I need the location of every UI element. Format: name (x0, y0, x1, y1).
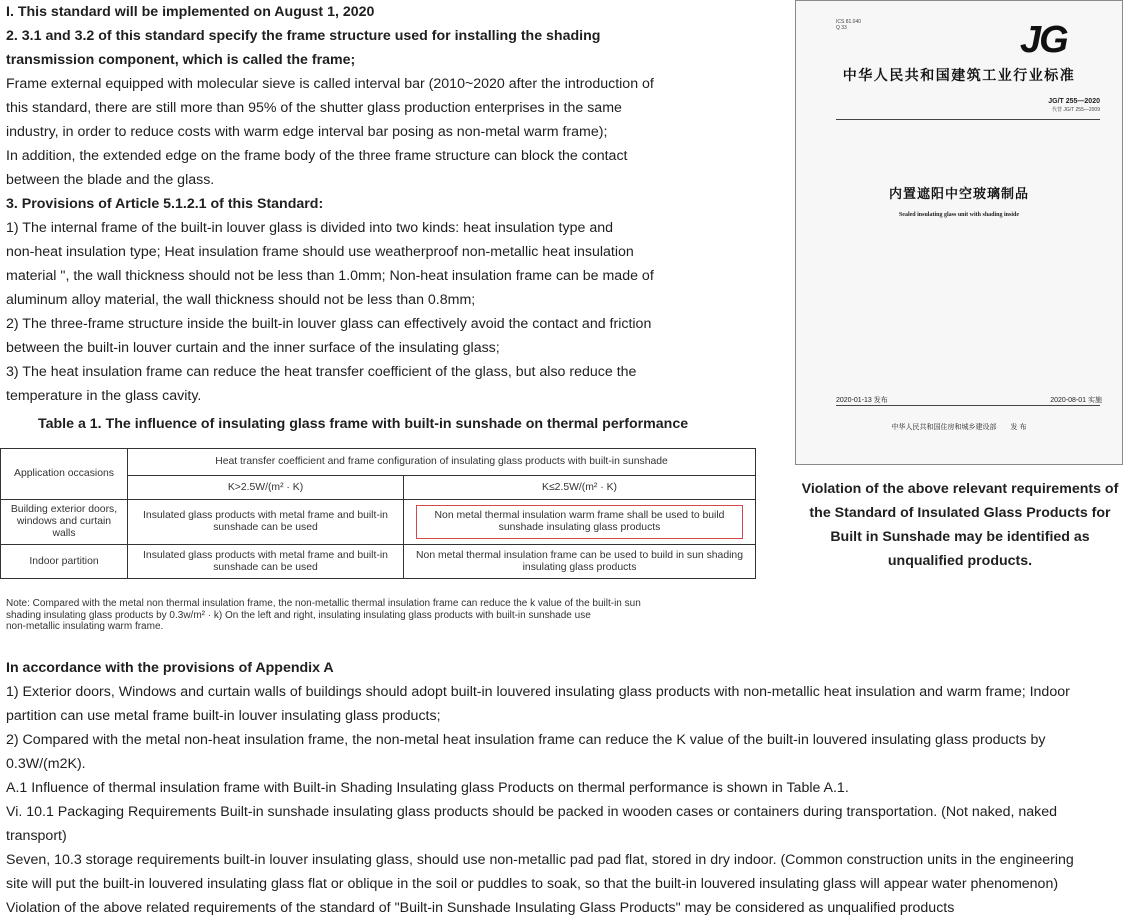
k-high-cell: Insulated glass products with metal frame and built-in sunshade can be used (128, 545, 404, 579)
highlighted-requirement: Non metal thermal insulation warm frame shall be used to build sunshade insulating glass products (416, 505, 743, 539)
warning-caption: Violation of the above relevant requirements of the Standard of Insulated Glass Products for Built in Sunshade may be identified as unqualified products. (801, 481, 1119, 569)
table-row (1, 500, 756, 545)
cover-release-date: 2020-01-13 发布 (836, 397, 888, 404)
text-line: Frame external equipped with molecular sieve is called interval bar (2010~2020 after the introduction of (6, 76, 654, 92)
note-line: shading insulating glass products by 0.3w/m² · k) On the left and right, insulating insulating glass products with built-in sunshade use (6, 609, 591, 621)
appendix-text (6, 656, 1125, 920)
note-line: non-metallic insulating warm frame. (6, 621, 164, 632)
text-line: Seven, 10.3 storage requirements built-in louver insulating glass, should use non-metallic pad pad flat, stored in dry indoor. (Common construction units in the engineering (6, 852, 1074, 868)
cover-issuer: 中华人民共和国住房和城乡建设部 发 布 (891, 424, 1027, 431)
header-k-low: K≤2.5W/(m² · K) (404, 476, 756, 500)
text-line: In accordance with the provisions of Appendix A (6, 660, 334, 676)
text-line: 0.3W/(m2K). (6, 756, 86, 772)
text-line: material ", the wall thickness should not be less than 1.0mm; Non-heat insulation frame can be made of (6, 268, 654, 284)
text-line: partition can use metal frame built-in louver insulating glass products; (6, 708, 441, 724)
text-line: In addition, the extended edge on the frame body of the three frame structure can block the contact (6, 148, 628, 164)
text-line: aluminum alloy material, the wall thickness should not be less than 0.8mm; (6, 292, 476, 308)
header-application-occasions: Application occasions (1, 449, 128, 500)
jg-logo: JG (1020, 19, 1067, 61)
cover-rule (836, 119, 1100, 120)
k-high-cell: Insulated glass products with metal frame and built-in sunshade can be used (128, 500, 404, 545)
occasion-cell: Indoor partition (1, 545, 128, 579)
table-row (1, 545, 756, 579)
standard-cover-image (795, 0, 1123, 465)
table-note (6, 598, 706, 633)
cover-standard-number: JG/T 255—2020 (1048, 98, 1100, 105)
text-line: A.1 Influence of thermal insulation frame with Built-in Shading Insulating glass Products on thermal performance is shown in Table A.1. (6, 780, 849, 796)
text-line: 1) Exterior doors, Windows and curtain walls of buildings should adopt built-in louvered insulating glass products with non-metallic heat insulation and warm frame; Indoor (6, 684, 1070, 700)
text-line: industry, in order to reduce costs with warm edge interval bar posing as non-metal warm frame); (6, 124, 608, 140)
text-line: between the built-in louver curtain and the inner surface of the insulating glass; (6, 340, 500, 356)
text-line: non-heat insulation type; Heat insulation frame should use weatherproof non-metallic heat insulation (6, 244, 634, 260)
text-line: Vi. 10.1 Packaging Requirements Built-in sunshade insulating glass products should be packed in wooden cases or containers during transportation. (Not naked, naked (6, 804, 1058, 820)
occasion-cell: Building exterior doors, windows and curtain walls (1, 500, 128, 545)
text-line: site will put the built-in louvered insulating glass flat or oblique in the soil or puddles to soak, so that the built-in louvered insulating glass will appear water phenomenon) (6, 876, 1059, 892)
text-line: 2. 3.1 and 3.2 of this standard specify the frame structure used for installing the shading (6, 28, 601, 44)
cover-en-title: Sealed insulating glass unit with shading inside (898, 212, 1020, 218)
text-line: temperature in the glass cavity. (6, 388, 202, 404)
header-heat-transfer: Heat transfer coefficient and frame configuration of insulating glass products with built-in sunshade (128, 449, 756, 476)
table-title: Table a 1. The influence of insulating glass frame with built-in sunshade on thermal performance (38, 416, 689, 432)
cover-implement-date: 2020-08-01 实施 (1050, 397, 1102, 404)
text-line: 3) The heat insulation frame can reduce the heat transfer coefficient of the glass, but also reduce the (6, 364, 637, 380)
cover-standard-replace: 代替 JG/T 255—2009 (1052, 107, 1100, 113)
text-line: 1) The internal frame of the built-in louver glass is divided into two kinds: heat insulation type and (6, 220, 613, 236)
text-line: 3. Provisions of Article 5.1.2.1 of this Standard: (6, 196, 324, 212)
text-line: between the blade and the glass. (6, 172, 215, 188)
k-low-cell (404, 500, 756, 545)
text-line: this standard, there are still more than 95% of the shutter glass production enterprises in the same (6, 100, 622, 116)
text-line: transport) (6, 828, 67, 844)
k-low-cell: Non metal thermal insulation frame can be used to build in sun shading insulating glass products (404, 545, 756, 579)
cover-rule (836, 405, 1100, 406)
cover-q: Q 33 (836, 25, 847, 31)
text-line: 2) Compared with the metal non-heat insulation frame, the non-metal heat insulation frame can reduce the K value of the built-in louvered insulating glass products by (6, 732, 1046, 748)
header-k-high: K>2.5W/(m² · K) (128, 476, 404, 500)
thermal-performance-table (0, 448, 756, 579)
cover-ics: ICS 81.040 (836, 19, 862, 25)
cover-cn-title: 内置遮阳中空玻璃制品 (888, 186, 1029, 201)
intro-text (6, 0, 696, 408)
text-line: Violation of the above related requirements of the standard of "Built-in Sunshade Insulating Glass Products" may be considered as unqualified products (6, 900, 955, 916)
text-line: I. This standard will be implemented on August 1, 2020 (6, 4, 375, 20)
note-line: Note: Compared with the metal non thermal insulation frame, the non-metallic thermal insulation frame can reduce the k value of the built-in sun (6, 598, 641, 609)
text-line: 2) The three-frame structure inside the built-in louver glass can effectively avoid the contact and friction (6, 316, 652, 332)
text-line: transmission component, which is called the frame; (6, 52, 356, 68)
cover-industry-title: 中华人民共和国建筑工业行业标准 (842, 67, 1076, 83)
